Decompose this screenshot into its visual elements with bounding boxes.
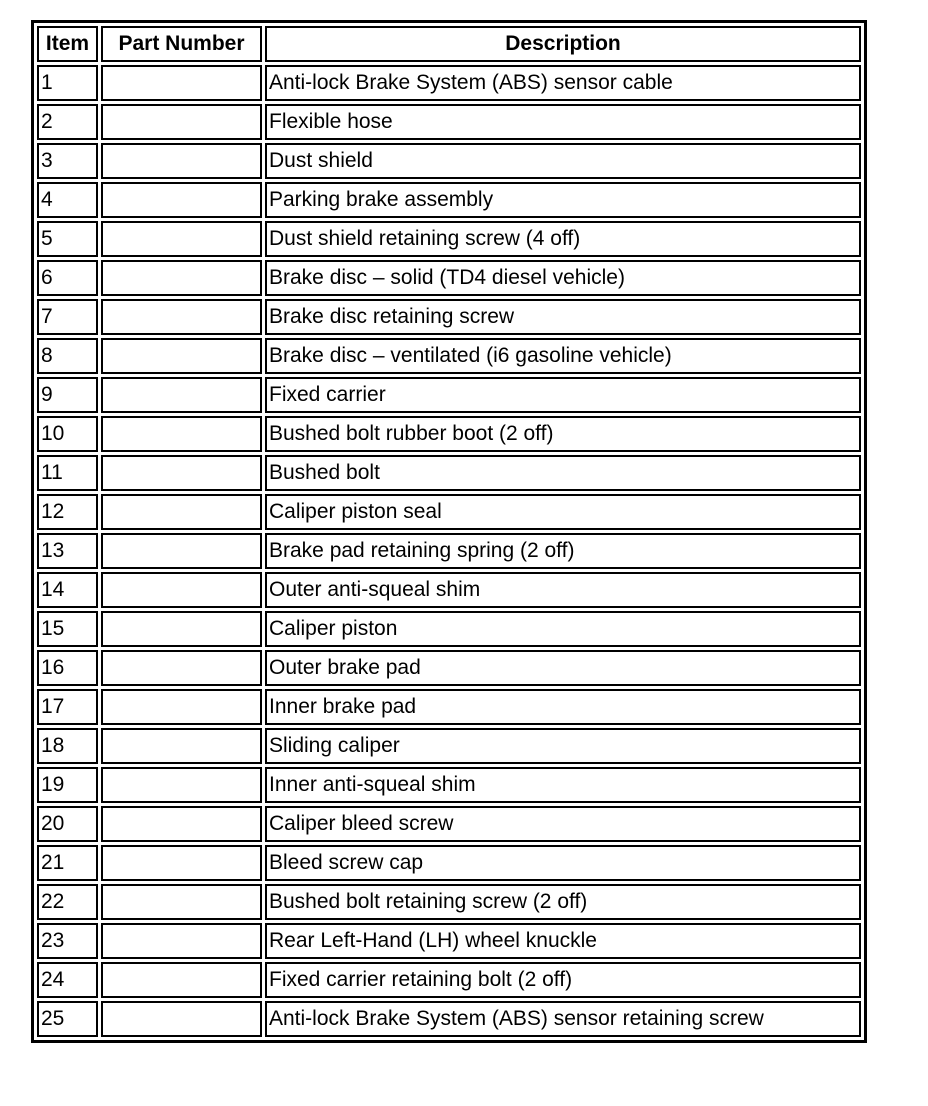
cell-part-number <box>101 533 262 569</box>
header-part-number: Part Number <box>101 26 262 62</box>
cell-part-number <box>101 767 262 803</box>
cell-part-number <box>101 728 262 764</box>
cell-item: 24 <box>37 962 98 998</box>
cell-item: 5 <box>37 221 98 257</box>
cell-item: 2 <box>37 104 98 140</box>
table-row <box>37 416 861 452</box>
cell-description: Flexible hose <box>265 104 861 140</box>
cell-item: 1 <box>37 65 98 101</box>
cell-item: 21 <box>37 845 98 881</box>
cell-description: Bleed screw cap <box>265 845 861 881</box>
cell-part-number <box>101 884 262 920</box>
cell-description: Caliper bleed screw <box>265 806 861 842</box>
cell-description: Dust shield <box>265 143 861 179</box>
table-row <box>37 143 861 179</box>
cell-part-number <box>101 962 262 998</box>
cell-item: 22 <box>37 884 98 920</box>
cell-part-number <box>101 689 262 725</box>
cell-description: Brake pad retaining spring (2 off) <box>265 533 861 569</box>
cell-part-number <box>101 1001 262 1037</box>
cell-item: 19 <box>37 767 98 803</box>
cell-part-number <box>101 494 262 530</box>
table-row <box>37 65 861 101</box>
table-row <box>37 728 861 764</box>
table-row <box>37 572 861 608</box>
cell-part-number <box>101 65 262 101</box>
table-body <box>37 65 861 1037</box>
table-row <box>37 650 861 686</box>
parts-table-frame <box>31 20 867 1043</box>
table-row <box>37 455 861 491</box>
table-row <box>37 182 861 218</box>
cell-item: 10 <box>37 416 98 452</box>
cell-item: 18 <box>37 728 98 764</box>
table-row <box>37 221 861 257</box>
cell-description: Inner brake pad <box>265 689 861 725</box>
cell-part-number <box>101 338 262 374</box>
cell-item: 12 <box>37 494 98 530</box>
table-row <box>37 1001 861 1037</box>
table-row <box>37 104 861 140</box>
cell-part-number <box>101 611 262 647</box>
table-row <box>37 884 861 920</box>
header-description: Description <box>265 26 861 62</box>
cell-item: 13 <box>37 533 98 569</box>
cell-item: 25 <box>37 1001 98 1037</box>
table-row <box>37 377 861 413</box>
cell-description: Bushed bolt retaining screw (2 off) <box>265 884 861 920</box>
cell-item: 16 <box>37 650 98 686</box>
cell-item: 4 <box>37 182 98 218</box>
cell-description: Fixed carrier retaining bolt (2 off) <box>265 962 861 998</box>
table-row <box>37 845 861 881</box>
cell-part-number <box>101 455 262 491</box>
cell-item: 7 <box>37 299 98 335</box>
cell-part-number <box>101 221 262 257</box>
table-row <box>37 923 861 959</box>
cell-description: Outer brake pad <box>265 650 861 686</box>
cell-description: Brake disc retaining screw <box>265 299 861 335</box>
table-row <box>37 494 861 530</box>
cell-description: Caliper piston seal <box>265 494 861 530</box>
cell-description: Fixed carrier <box>265 377 861 413</box>
parts-table <box>34 23 864 1040</box>
cell-description: Dust shield retaining screw (4 off) <box>265 221 861 257</box>
cell-item: 6 <box>37 260 98 296</box>
cell-part-number <box>101 416 262 452</box>
table-row <box>37 533 861 569</box>
cell-part-number <box>101 572 262 608</box>
cell-part-number <box>101 260 262 296</box>
cell-part-number <box>101 923 262 959</box>
cell-description: Brake disc – ventilated (i6 gasoline vehicle) <box>265 338 861 374</box>
cell-description: Rear Left-Hand (LH) wheel knuckle <box>265 923 861 959</box>
cell-part-number <box>101 182 262 218</box>
table-row <box>37 689 861 725</box>
cell-part-number <box>101 299 262 335</box>
table-row <box>37 299 861 335</box>
cell-item: 8 <box>37 338 98 374</box>
cell-description: Bushed bolt <box>265 455 861 491</box>
cell-item: 17 <box>37 689 98 725</box>
table-header-row <box>37 26 861 62</box>
cell-part-number <box>101 377 262 413</box>
cell-item: 11 <box>37 455 98 491</box>
cell-item: 23 <box>37 923 98 959</box>
cell-part-number <box>101 104 262 140</box>
table-row <box>37 806 861 842</box>
cell-description: Brake disc – solid (TD4 diesel vehicle) <box>265 260 861 296</box>
cell-description: Caliper piston <box>265 611 861 647</box>
cell-description: Sliding caliper <box>265 728 861 764</box>
cell-item: 14 <box>37 572 98 608</box>
table-row <box>37 767 861 803</box>
table-row <box>37 962 861 998</box>
cell-part-number <box>101 845 262 881</box>
cell-description: Outer anti-squeal shim <box>265 572 861 608</box>
cell-description: Bushed bolt rubber boot (2 off) <box>265 416 861 452</box>
table-row <box>37 338 861 374</box>
cell-item: 15 <box>37 611 98 647</box>
cell-part-number <box>101 806 262 842</box>
cell-item: 3 <box>37 143 98 179</box>
cell-part-number <box>101 143 262 179</box>
table-row <box>37 611 861 647</box>
cell-item: 9 <box>37 377 98 413</box>
cell-description: Parking brake assembly <box>265 182 861 218</box>
cell-part-number <box>101 650 262 686</box>
cell-description: Inner anti-squeal shim <box>265 767 861 803</box>
cell-description: Anti-lock Brake System (ABS) sensor retaining screw <box>265 1001 861 1037</box>
header-item: Item <box>37 26 98 62</box>
cell-description: Anti-lock Brake System (ABS) sensor cable <box>265 65 861 101</box>
table-row <box>37 260 861 296</box>
cell-item: 20 <box>37 806 98 842</box>
